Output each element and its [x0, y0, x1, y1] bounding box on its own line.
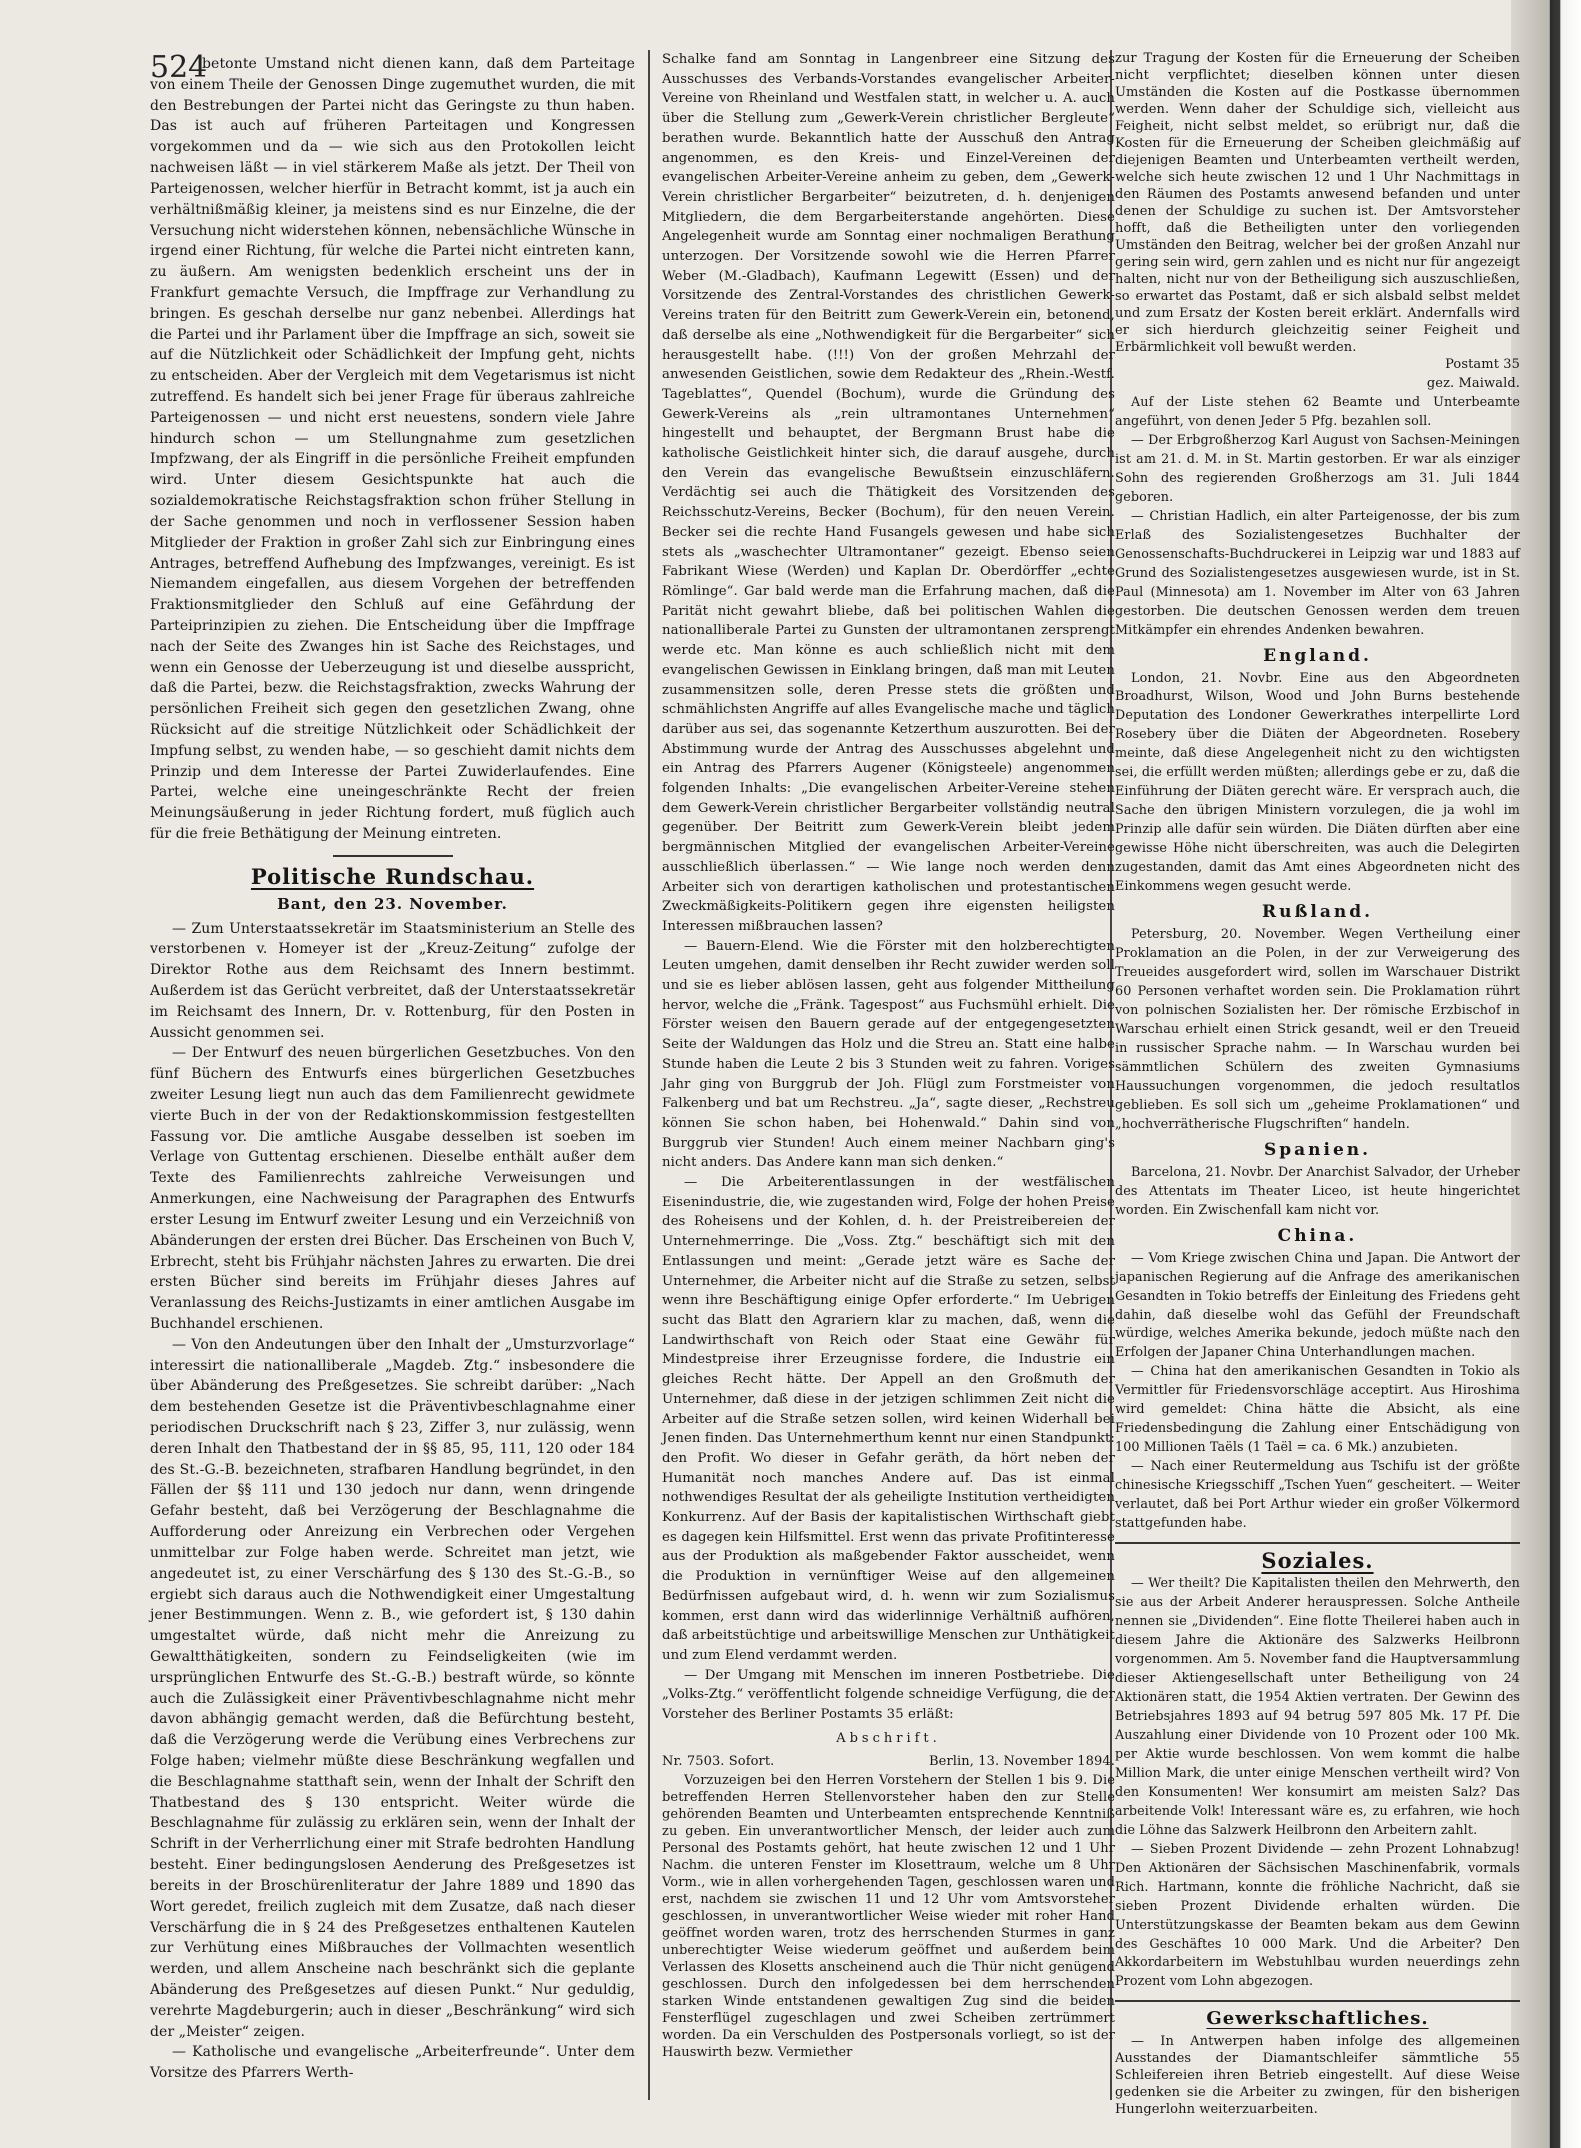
notice-text: Vorzuzeigen bei den Herren Vorstehern der Stellen 1 bis 9. Die betreffenden Herren Stellenvorsteher haben den zur Stelle gehörenden Beamten und Unterbeamten entsprechende Kenntniß zu geben. Ein unverantwortlicher Mensch, der leider auch zum Personal des Postamts gehört, hat heute zwischen 12 und 1 Uhr Nachm. die unteren Fenster im Klosettraum, welche um 8 Uhr Vorm., wie in allen vorhergehenden Tagen, geschlossen waren und erst, nachdem sie zwischen 11 und 12 Uhr vom Amtsvorsteher geschlossen, in unverantwortlicher Weise wieder mit roher Hand geöffnet worden waren, trotz des herrschenden Sturmes in ganz unberechtigter Weise wiederum geöffnet und außerdem beim Verlassen des Klosetts anscheinend auch die Thür nicht genügend geschlossen. Durch den infolgedessen bei dem herrschenden starken Winde entstandenen gewaltigen Zug sind die beiden Fensterflügel zugeschlagen und zwei Scheiben zertrümmert worden. Da ein Verschulden des Postpersonals vorliegt, so ist der Hauswirth bezw. Vermiether [662, 1773, 1115, 2061]
column-1 [150, 54, 635, 2084]
article-text: — Sieben Prozent Dividende — zehn Prozent Lohnabzug! Den Aktionären der Sächsischen Maschinenfabrik, vormals Rich. Hartmann, konnte die fröhliche Nachricht, daß sie sieben Prozent Dividende erhalten würden. Die Unterstützungskasse der Beamten bekam aus dem Gewinn des Geschäftes 10 000 Mark. Und die Arbeiter? Den Akkordarbeitern im Webstuhlbau wurden neuerdings zehn Prozent vom Lohn abgezogen. [1115, 1841, 1520, 1990]
country-heading: Spanien. [1263, 1139, 1372, 1160]
divider [1115, 2000, 1520, 2002]
article-text: — Der Erbgroßherzog Karl August von Sachsen-Meiningen ist am 21. d. M. in St. Martin gestorben. Er war als einziger Sohn des regierenden Großherzogs am 31. Juli 1844 geboren. [1115, 432, 1520, 505]
article-text: — Vom Kriege zwischen China und Japan. Die Antwort der japanischen Regierung auf die Anfrage des amerikanischen Gesandten in Tokio betreffs der Einleitung des Friedens geht dahin, daß dieselbe wohl das Gefühl der Freundschaft würdige, welches Amerika bekunde, jedoch müßte nach den Erfolgen der Japaner China Unterhandlungen machen. [1115, 1250, 1520, 1361]
article-text: Barcelona, 21. Novbr. Der Anarchist Salvador, der Urheber des Attentats im Theater Liceo, ist heute hingerichtet worden. Ein Zwischenfall kam nicht vor. [1115, 1164, 1520, 1218]
article-text: — China hat den amerikanischen Gesandten in Tokio als Vermittler für Friedensvorschläge acceptirt. Aus Hiroshima wird gemeldet: China hätte die Absicht, als eine Friedensbedingung die Zahlung einer Entschädigung von 100 Millionen Taëls (1 Taël = ca. 6 Mk.) anzubieten. [1115, 1364, 1520, 1456]
article-text: — Wer theilt? Die Kapitalisten theilen den Mehrwerth, den sie aus der Arbeit Anderer herauspressen. Solche Antheile nennen sie „Dividenden“. Eine flotte Theilerei haben auch in diesem Jahre die Aktionäre des Salzwerks Heilbronn vorgenommen. Am 5. November fand die Hauptversammlung dieser Aktiengesellschaft unter Betheiligung von 24 Aktionären statt, die 1954 Aktien vertraten. Der Gewinn des Betriebsjahres 1893 auf 94 betrug 597 805 Mk. 17 Pf. Die Auszahlung einer Dividende von 10 Prozent oder 100 Mk. per Aktie wurde beschlossen. Von wem kommt die halbe Million Mark, die unter einige Menschen vertheilt wird? Von den Konsumenten! Wer konsumirt am meisten Salz? Das arbeitende Volk! Interessant wäre es, zu erfahren, wie hoch die Löhne das Salzwerk Heilbronn den Arbeitern zahlt. [1115, 1576, 1520, 1838]
article-text: — Bauern-Elend. Wie die Förster mit den holzberechtigten Leuten umgehen, damit denselben ihr Recht zuwider werden soll und sie es lieber ablösen lassen, geht aus folgender Mittheilung hervor, welche die „Fränk. Tagespost“ aus Fuchsmühl erhielt. Die Förster weisen den Bauern gerade auf der entgegengesetzten Seite der Waldungen das Holz und die Streu an. Statt eine halbe Stunde haben die Leute 2 bis 3 Stunden weit zu fahren. Voriges Jahr ging von Burggrub der Joh. Flügl zum Forstmeister von Falkenberg und bat um Rechstreu. „Ja“, sagte dieser, „Rechstreu können Sie schon haben, bei Hohenwald.“ Dahin sind von Burggrub vier Stunden! Auch einem meiner Nachbarn ging's nicht anders. Das Andere kann man sich denken.“ [662, 938, 1115, 1171]
article-text: — Zum Unterstaatssekretär im Staatsministerium an Stelle des verstorbenen v. Homeyer ist der „Kreuz-Zeitung“ zufolge der Direktor Rothe aus dem Reichsamt des Innern bestimmt. Außerdem ist das Gerücht verbreitet, daß der Unterstaatssekretär im Reichsamt des Innern, Dr. v. Rottenburg, für den Posten in Aussicht genommen sei. [150, 920, 635, 1041]
article-text: — In Antwerpen haben infolge des allgemeinen Ausstandes der Diamantschleifer sämmtliche 55 Schleifereien ihren Betrieb eingestellt. Auf diese Weise gedenken sie die Arbeiter zu zwingen, für den bisherigen Hungerlohn weiterzuarbeiten. [1115, 2034, 1520, 2118]
article-text: — Von den Andeutungen über den Inhalt der „Umsturzvorlage“ interessirt die nationalliberale „Magdeb. Ztg.“ insbesondere die über Abänderung des Preßgesetzes. Sie schreibt darüber: „Nach dem bestehenden Gesetze ist die Präventivbeschlagnahme einer periodischen Druckschrift nach § 23, Ziffer 3, nur zulässig, wenn deren Inhalt den Thatbestand der in §§ 85, 95, 111, 120 oder 184 des St.-G.-B. bezeichneten, strafbaren Handlung begründet, in den Fällen der §§ 111 und 130 jedoch nur dann, wenn dringende Gefahr besteht, daß bei Verzögerung der Beschlagnahme die Aufforderung oder Anreizung ein Verbrechen oder Vergehen unmittelbar zur Folge haben werde. Schreitet man jetzt, wie angedeutet ist, zu einer Verschärfung des § 130 des St.-G.-B., so ergiebt sich daraus auch die Nothwendigkeit einer Umgestaltung jener Bestimmungen. Wenn z. B., wie gefordert ist, § 130 dahin umgestaltet würde, daß nicht mehr die Anreizung zu Gewaltthätigkeiten, sondern zu Feindseligkeiten (wie im ursprünglichen Entwurfe des St.-G.-B.) bestraft würde, so könnte auch die Zulässigkeit einer Präventivbeschlagnahme nicht mehr davon abhängig gemacht werden, daß die Befürchtung besteht, daß die Verzögerung werde die Verübung eines Verbrechens zur Folge haben; vielmehr müßte diese Beschränkung wegfallen und die Beschlagnahme statthaft sein, wenn der Inhalt der Schrift den Thatbestand des § 130 entspricht. Weiter würde die Beschlagnahme für zulässig zu erklären sein, wenn der Inhalt der Schrift in der Verherrlichung einer mit Strafe bedrohten Handlung besteht. Einer bedingungslosen Aenderung des Preßgesetzes ist bereits in der Broschürenliteratur der Jahre 1889 und 1890 das Wort geredet, freilich zugleich mit dem Zusatze, daß nach dieser Verschärfung die in § 24 des Preßgesetzes enthaltenen Kautelen zur Verhütung eines Mißbrauches der Vollmachten wesentlich werden, und allem Anscheine nach beschränkt sich die geplante Abänderung des Preßgesetzes auf diesen Punkt.“ Nur geduldig, verehrte Magdeburgerin; auch in dieser „Beschränkung“ wird sich der „Meister“ zeigen. [150, 1336, 635, 2040]
article-text: — Katholische und evangelische „Arbeiterfreunde“. Unter dem Vorsitze des Pfarrers Werth- [150, 2044, 635, 2082]
page-number: 524 [150, 50, 208, 85]
country-heading: China. [1277, 1225, 1358, 1246]
notice-text: zur Tragung der Kosten für die Erneuerung der Scheiben nicht verpflichtet; dieselben können unter diesen Umständen die Kosten auf die Postkasse übernommen werden. Wenn daher der Schuldige sich, vielleicht aus Feigheit, nicht selbst meldet, so erübrigt nur, daß die Kosten für die Erneuerung der Scheiben gleichmäßig auf diejenigen Beamten und Unterbeamten vertheilt werden, welche sich heute zwischen 12 und 1 Uhr Nachmittags in den Räumen des Postamts anwesend befanden und unter denen der Schuldige zu suchen ist. Der Amtsvorsteher hofft, daß die Betheiligten unter den vorliegenden Umständen den Beitrag, welcher bei der großen Anzahl nur gering sein wird, gern zahlen und es nicht nur für angezeigt halten, nicht nur von der Betheiligung sich auszuschließen, so erwartet das Postamt, daß er sich alsbald selbst meldet und zum Ersatz der Kosten bereit erklärt. Andernfalls wird er sich hierdurch gleichzeitig seiner Feigheit und Erbärmlichkeit voll bewußt werden. [1115, 51, 1520, 355]
article-text: betonte Umstand nicht dienen kann, daß dem Parteitage von einem Theile der Genossen Dinge zugemuthet wurden, die mit den Bestrebungen der Partei nicht das Geringste zu thun haben. Das ist auch auf früheren Parteitagen und Kongressen vorgekommen und da — wie sich aus den Protokollen leicht nachweisen läßt — in viel stärkerem Maße als jetzt. Der Theil von Parteigenossen, welcher hierfür in Betracht kommt, ist ja auch ein verhältnißmäßig kleiner, ja meistens sind es nur Einzelne, die der Versuchung nicht widerstehen können, nebensächliche Wünsche in irgend einer Richtung, für welche die Partei nicht eintreten kann, zu äußern. Am wenigsten bedenklich erscheint uns der in Frankfurt gemachte Versuch, die Impffrage zur Verhandlung zu bringen. Es geschah derselbe nur ganz nebenbei. Allerdings hat die Partei und ihr Parlament über die Impffrage an sich, soweit sie auf die Nützlichkeit oder Schädlichkeit der Impfung geht, nichts zu entscheiden. Aber der Vergleich mit dem Vegetarismus ist nicht zutreffend. Es handelt sich bei jener Frage für überaus zahlreiche Parteigenossen — und nicht erst neuestens, sondern viele Jahre hindurch schon — um Stellungnahme zum gesetzlichen Impfzwang, der als Eingriff in die persönliche Freiheit empfunden wird. Unter diesem Gesichtspunkte hat auch die sozialdemokratische Reichstagsfraktion schon früher Stellung in der Sache genommen und noch in verflossener Session haben Mitglieder der Fraktion in großer Zahl sich zur Einbringung eines Antrages, betreffend Aufhebung des Impfzwanges, vereinigt. Es ist Niemandem eingefallen, aus diesem Vorgehen der betreffenden Fraktionsmitglieder den Schluß auf eine Gefährdung der Parteiprinzipien zu ziehen. Die Entscheidung über die Impffrage nach der Seite des Zwanges hin ist Sache des Reichstages, und wenn ein Genosse der Ueberzeugung ist und dieselbe ausspricht, daß die Partei, bezw. die Reichstagsfraktion, zwecks Wahrung der persönlichen Freiheit sich gegen den gesetzlichen Zwang, ohne Rücksicht auf die streitige Nützlichkeit oder Schädlichkeit der Impfung selbst, zu wenden habe, — so geschieht damit nichts dem Prinzip und dem Interesse der Partei Zuwiderlaufendes. Eine Partei, welche eine uneingeschränkte Recht der freien Meinungsäußerung in jeder Richtung fordert, muß füglich auch für die freie Bethätigung der Meinung eintreten. [150, 56, 635, 843]
article-text: — Der Entwurf des neuen bürgerlichen Gesetzbuches. Von den fünf Büchern des Entwurfs eines bürgerlichen Gesetzbuches zweiter Lesung liegt nun auch das dem Familienrecht gewidmete vierte Buch in der von der Redaktionskommission festgestellten Fassung vor. Die amtliche Ausgabe desselben ist soeben im Verlage von Guttentag erschienen. Dieselbe enthält außer dem Texte des Familienrechts zahlreiche Verweisungen und Anmerkungen, eine Nachweisung der Paragraphen des Entwurfs erster Lesung im Entwurf zweiter Lesung und ein Verzeichniß von Abänderungen der ersten drei Bücher. Das Erscheinen von Buch V, Erbrecht, steht bis Frühjahr nächsten Jahres zu erwarten. Die drei ersten Bücher sind bereits im Frühjahr dieses Jahres auf Veranlassung des Reichs-Justizamts in einer amtlichen Ausgabe im Buchhandel erschienen. [150, 1045, 635, 1332]
divider [333, 855, 453, 857]
notice-signature: Postamt 35 [1445, 357, 1520, 372]
book-binding-edge [1511, 0, 1581, 2148]
article-text: Petersburg, 20. November. Wegen Vertheilung einer Proklamation an die Polen, in der zur Verweigerung des Treueides ausgefordert wird, sollen im Warschauer Distrikt 60 Personen verhaftet worden sein. Die Proklamation rührt von polnischen Sozialisten her. Der römische Erzbischof in Warschau erhielt einen Strick gesandt, weil er den Treueid in russischer Sprache nahm. — In Warschau wurden bei sämmtlichen Schülern des zweiten Gymnasiums Haussuchungen vorgenommen, die jedoch resultatlos geblieben. Es soll sich um „geheime Proklamationen“ und „hochverrätherische Flugschriften“ handeln. [1115, 927, 1520, 1132]
column-rule [648, 50, 650, 2100]
notice-meta [662, 1752, 1115, 1772]
article-text: — Der Umgang mit Menschen im inneren Postbetriebe. Die „Volks-Ztg.“ veröffentlicht folgende schneidige Verfügung, die der Vorsteher des Berliner Postamts 35 erläßt: [662, 1667, 1115, 1723]
article-text: — Nach einer Reutermeldung aus Tschifu ist der größte chinesische Kriegsschiff „Tschen Yuen“ gescheitert. — Weiter verlautet, daß bei Port Arthur wieder ein großer Völkermord stattgefunden habe. [1115, 1459, 1520, 1532]
notice-date: Berlin, 13. November 1894. [929, 1754, 1115, 1770]
article-text: Schalke fand am Sonntag in Langenbreer eine Sitzung des Ausschusses des Verbands-Vorstandes evangelischer Arbeiter-Vereine von Rheinland und Westfalen statt, in welcher u. A. auch über die Stellung zum „Gewerk-Verein christlicher Bergleute“ berathen wurde. Bekanntlich hatte der Ausschuß den Antrag angenommen, es den Kreis- und Einzel-Vereinen der evangelischen Arbeiter-Vereine anheim zu geben, dem „Gewerk-Verein christlicher Bergarbeiter“ beizutreten, d. h. denjenigen Mitgliedern, die dem Bergarbeiterstande angehörten. Diese Angelegenheit wurde am Sonntag einer nochmaligen Berathung unterzogen. Der Vorsitzende sowohl wie die Herren Pfarrer Weber (M.-Gladbach), Kaufmann Legewitt (Essen) und der Vorsitzende des Zentral-Vorstandes des christlichen Gewerk-Vereins traten für den Beitritt zum Gewerk-Verein ein, betonend, daß derselbe als eine „Nothwendigkeit für die Bergarbeiter“ sich herausgestellt habe. (!!!) Von der großen Mehrzahl der anwesenden Geistlichen, sowie dem Redakteur des „Rhein.-Westf. Tageblattes“, Quendel (Bochum), wurde die Gründung des Gewerk-Vereins als „rein ultramontanes Unternehmen“ hingestellt und behauptet, der Bergmann Brust habe die katholische Geistlichkeit hinter sich, die darauf ausgehe, durch den Verein das evangelische Bewußtsein einzuschläfern. Verdächtig sei auch die Thätigkeit des Vorsitzenden des Reichsschutz-Vereins, Becker (Bochum), für den neuen Verein. Becker sei die rechte Hand Fusangels gewesen und habe sich stets als „waschechter Ultramontaner“ gezeigt. Ebenso seien Fabrikant Wiese (Werden) und Kaplan Dr. Oberdörffer „echte Römlinge“. Gar bald werde man die Erfahrung machen, daß die Parität nicht gewahrt bliebe, daß bei politischen Wahlen die nationalliberale Partei zu Gunsten der ultramontanen zersprengt werde etc. Man könne es auch schließlich nicht mit dem evangelischen Gewissen in Einklang bringen, daß man mit Leuten zusammensitzen solle, deren Presse stets die größten und schmählichsten Angriffe auf alles Evangelische mache und täglich darüber aus sei, das sogenannte Ketzerthum auszurotten. Bei der Abstimmung wurde der Antrag des Ausschusses abgelehnt und ein Antrag des Pfarrers Augener (Königsteele) angenommen folgenden Inhalts: „Die evangelischen Arbeiter-Vereine stehen dem Gewerk-Verein christlicher Bergarbeiter vollständig neutral gegenüber. Der Beitritt zum Gewerk-Verein bleibt jedem bergmännischen Mitglied der evangelischen Arbeiter-Vereine ausschließlich überlassen.“ — Wie lange noch werden denn Arbeiter sich von derartigen katholischen und protestantischen Zweckmäßigkeits-Politikern gegen ihre eigensten heiligsten Interessen mißbrauchen lassen? [662, 52, 1115, 934]
country-heading: England. [1263, 645, 1372, 666]
divider [1115, 1542, 1520, 1544]
article-text: — Christian Hadlich, ein alter Parteigenosse, der bis zum Erlaß des Sozialistengesetzes Buchhalter der Genossenschafts-Buchdruckerei in Leipzig war und 1883 auf Grund des Sozialistengesetzes ausgewiesen wurde, ist in St. Paul (Minnesota) am 1. November im Alter von 63 Jahren gestorben. Die deutschen Genossen werden dem treuen Mitkämpfer ein ehrendes Andenken bewahren. [1115, 508, 1520, 638]
dateline: Bant, den 23. November. [277, 894, 508, 913]
section-heading: Gewerkschaftliches. [1206, 2008, 1429, 2030]
article-text: — Die Arbeiterentlassungen in der westfälischen Eisenindustrie, die, wie zugestanden wird, Folge der hohen Preise des Roheisens und der Kohlen, d. h. der Preistreibereien der Unternehmerringe. Die „Voss. Ztg.“ beschäftigt sich mit den Entlassungen und meint: „Gerade jetzt wäre es Sache der Unternehmer, die Arbeiter nicht auf die Straße zu setzen, selbst wenn ihre Beschäftigung einige Opfer erforderte.“ Im Uebrigen sucht das Blatt den Agrariern klar zu machen, daß, wenn die Landwirthschaft von Reich oder Staat eine Gewähr für Mindestpreise ihrer Erzeugnisse fordere, die Industrie ein gleiches Recht hätte. Der Appell an den Großmuth der Unternehmer, daß diese in der jetzigen schlimmen Zeit nicht die Arbeiter auf die Straße setzen sollen, wird keinen Widerhall bei Jenen finden. Das Unternehmerthum kennt nur einen Standpunkt: den Profit. Wo dieser in Gefahr geräth, da hört neben der Humanität noch manches Andere auf. Das ist einmal nothwendiges Resultat der als geheiligte Institution vertheidigten Konkurrenz. Auf der Basis der kapitalistischen Wirthschaft giebt es dagegen kein Hilfsmittel. Erst wenn das private Profitinteresse aus der Produktion als maßgebender Faktor ausscheidet, wenn die Produktion in vernünftiger Weise auf den allgemeinen Bedürfnissen aufgebaut wird, d. h. wenn wir zum Sozialismus kommen, erst dann wird das widerlinnige Verhältniß aufhören, daß arbeitstüchtige und arbeitswillige Menschen zur Unthätigkeit und zum Elend verdammt werden. [662, 1175, 1115, 1663]
notice-heading: Abschrift. [836, 1730, 941, 1746]
column-3 [1115, 50, 1520, 2118]
notice-number: Nr. 7503. Sofort. [662, 1754, 775, 1770]
article-text: London, 21. Novbr. Eine aus den Abgeordneten Broadhurst, Wilson, Wood und John Burns bestehende Deputation des Londoner Gewerkrathes interpellirte Lord Rosebery über die Diäten der Abgeordneten. Rosebery meinte, daß diese Angelegenheit nicht zu den wichtigsten sei, die erfüllt werden müßten; allerdings gebe er zu, daß die Einführung der Diäten gerecht wäre. Er versprach auch, die Sache den übrigen Ministern vorzulegen, die ja wohl im Prinzip alle dafür sein würden. Die Diäten dürften aber eine gewisse Höhe nicht überschreiten, was auch die Delegirten zugestanden, damit das Amt eines Abgeordneten nicht des Einkommens wegen gesucht werde. [1115, 670, 1520, 895]
section-heading: Soziales. [1261, 1548, 1374, 1574]
notice-signature: gez. Maiwald. [1426, 375, 1520, 391]
article-text: Auf der Liste stehen 62 Beamte und Unterbeamte angeführt, von denen Jeder 5 Pfg. bezahlen soll. [1115, 394, 1520, 429]
section-heading: Politische Rundschau. [250, 863, 535, 889]
column-2 [662, 50, 1115, 2061]
country-heading: Rußland. [1261, 902, 1374, 923]
